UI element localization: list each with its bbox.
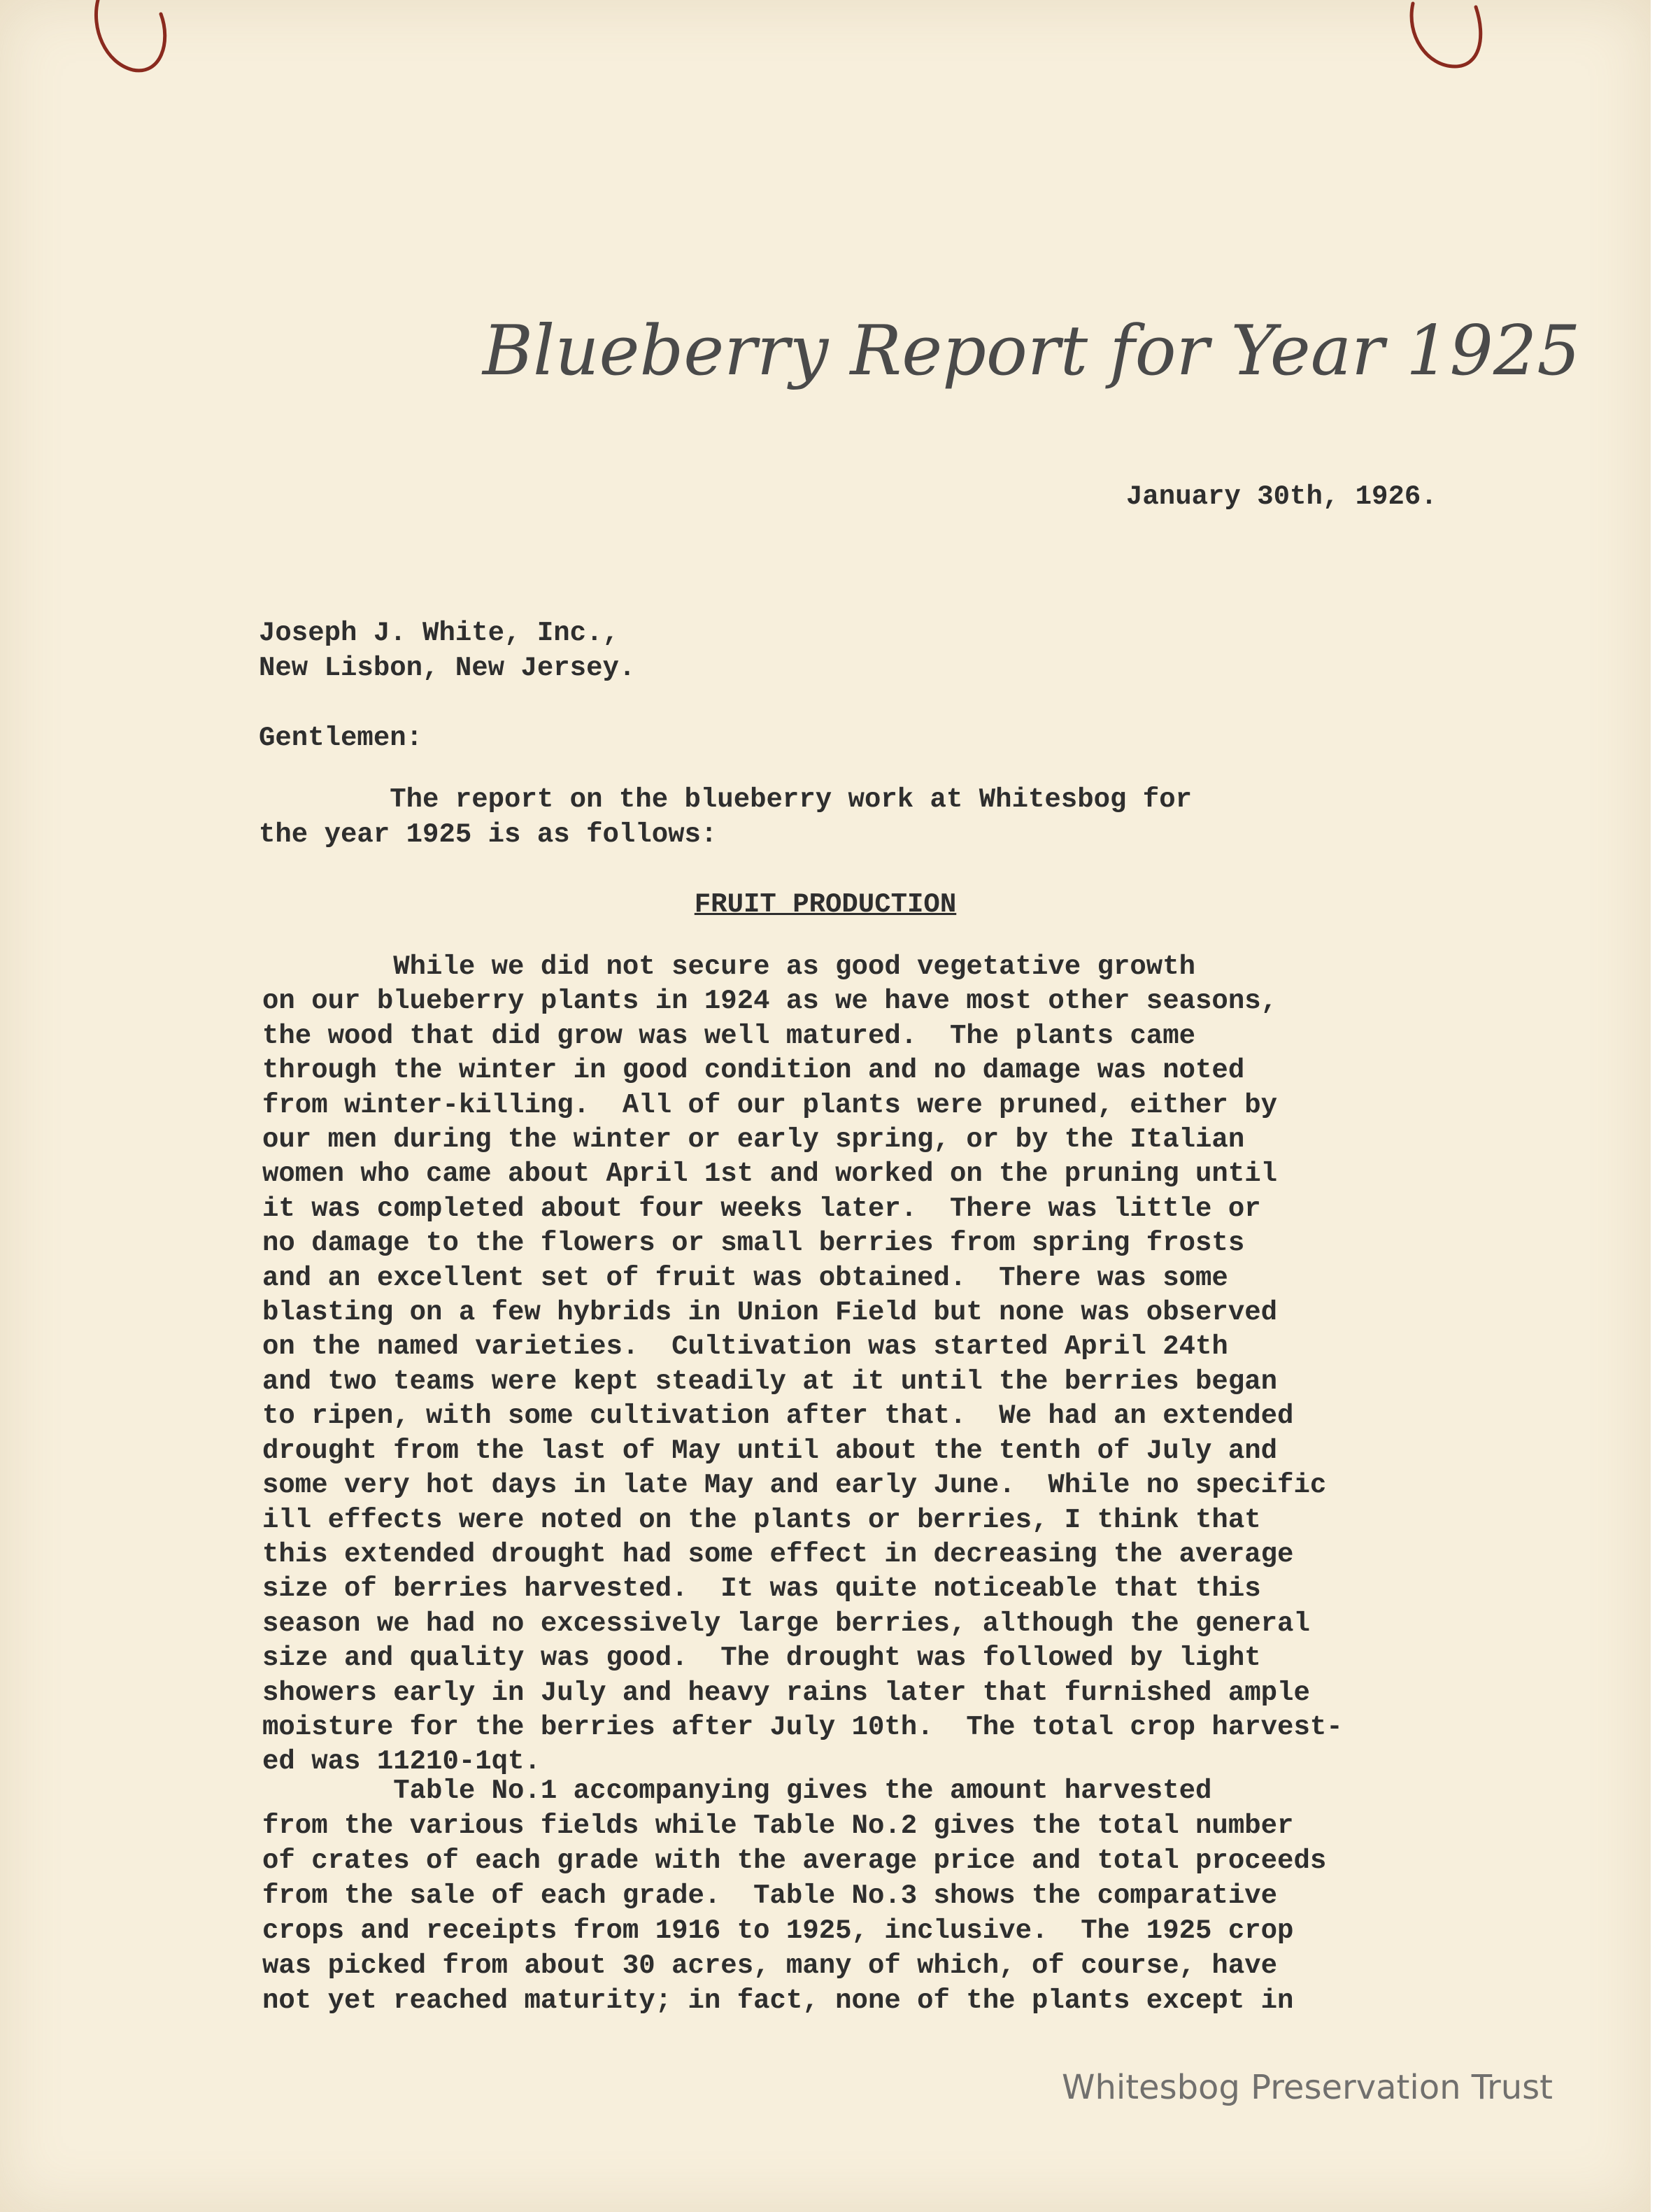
addressee-block: Joseph J. White, Inc., New Lisbon, New Jersey. [259,618,636,683]
paper-clip-stain-right [1392,0,1497,84]
body-paragraph-1: While we did not secure as good vegetative growth on our blueberry plants in 1924 as we have most other seasons, the wood that did grow was well matured. The plants came through the winter in good condition and no damage was noted from winter-killing. All of our plants were pruned, either by our men during the winter or early spring, or by the Italian women who came about April 1st and worked on the pruning until it was completed about four weeks later. There was little or no damage to the flowers or small berries from spring frosts and an excellent set of fruit was obtained. There was some blasting on a few hybrids in Union Field but none was observed on the named varieties. Cultivation was started April 24th and two teams were kept steadily at it until the berries began to ripen, with some cultivation after that. We had an extended drought from the last of May until about the tenth of July and some very hot days in late May and early June. While no specific ill effects were noted on the plants or berries, I think that this extended drought had some effect in decreasing the average size of berries harvested. It was quite noticeable that this season we had no excessively large berries, although the general size and quality was good. The drought was followed by light showers early in July and heavy rains later that furnished ample moisture for the berries after July 10th. The total crop harvest- ed was 11210-1qt. [262,951,1343,1778]
svg-text:Blueberry Report for Year 1925: Blueberry Report for Year 1925 [483,311,1581,391]
intro-paragraph: The report on the blueberry work at Whitesbog for the year 1925 is as follows: [259,784,1193,850]
body-paragraph-2: Table No.1 accompanying gives the amount harvested from the various fields while Table No.2 gives the total number of crates of each grade with the average price and total proceeds from the sale of each grade. Table No.3 shows the comparative crops and receipts from 1916 to 1925, inclusive. The 1925 crop was picked from about 30 acres, many of which, of course, have not yet reached maturity; in fact, none of the plants except in [262,1775,1327,2016]
watermark: Whitesbog Preservation Trust [1062,2068,1553,2107]
salutation: Gentlemen: [259,723,423,753]
paper-clip-stain-left [84,0,182,84]
letter-date: January 30th, 1926. [1126,481,1437,512]
section-heading: FRUIT PRODUCTION [694,889,957,920]
handwritten-title [483,283,1581,430]
